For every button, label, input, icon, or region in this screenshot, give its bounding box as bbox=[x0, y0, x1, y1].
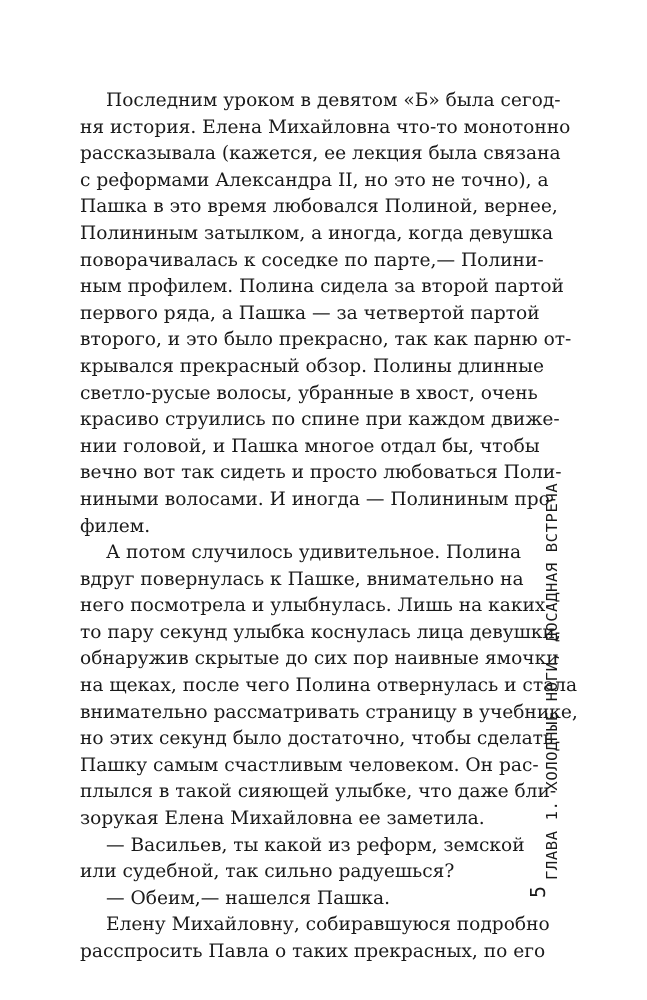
text-line: то пару секунд улыбка коснулась лица девушки, bbox=[80, 621, 561, 643]
running-head-container bbox=[523, 482, 561, 900]
text-line: Последним уроком в девятом «Б» была сегод- bbox=[106, 90, 561, 111]
paragraph bbox=[80, 912, 550, 965]
text-line: зорукая Елена Михайловна ее заметила. bbox=[80, 808, 485, 830]
paragraph bbox=[80, 833, 525, 886]
text-line: плылся в такой сияющей улыбке, что даже бли- bbox=[80, 781, 557, 803]
running-head: ГЛАВА 1. ХОЛОДНЫЕ НОГИ, ДОСАДНАЯ ВСТРЕЧА bbox=[543, 482, 561, 880]
text-line: нии головой, и Пашка многое отдал бы, чтобы bbox=[80, 435, 540, 457]
text-line: второго, и это было прекрасно, так как парню от- bbox=[80, 329, 572, 351]
text-line: филем. bbox=[80, 515, 151, 537]
text-line: первого ряда, а Пашка — за четвертой партой bbox=[80, 302, 540, 324]
text-line: ниными волосами. И иногда — Полининым про- bbox=[80, 488, 557, 510]
text-line: расспросить Павла о таких прекрасных, по его bbox=[80, 941, 546, 962]
text-line: ным профилем. Полина сидела за второй партой bbox=[80, 276, 564, 298]
text-line: — Васильев, ты какой из реформ, земской bbox=[106, 834, 525, 856]
text-line: ня история. Елена Михайловна что-то монотонно bbox=[80, 116, 571, 138]
paragraph bbox=[80, 886, 503, 913]
text-line: Пашку самым счастливым человеком. Он рас- bbox=[80, 754, 539, 776]
text-line: Елену Михайловну, собиравшуюся подробно bbox=[106, 914, 550, 936]
text-line: но этих секунд было достаточно, чтобы сделать bbox=[80, 728, 554, 750]
text-line: светло-русые волосы, убранные в хвост, очень bbox=[80, 382, 538, 404]
text-line: красиво струились по спине при каждом движе- bbox=[80, 409, 560, 431]
text-line: поворачивалась к соседке по парте,— Полини- bbox=[80, 249, 544, 271]
text-line: крывался прекрасный обзор. Полины длинные bbox=[80, 355, 544, 377]
text-line: или судебной, так сильно радуешься? bbox=[80, 861, 455, 883]
text-line: с реформами Александра II, но это не точно), а bbox=[80, 169, 549, 191]
text-line: вдруг повернулась к Пашке, внимательно на bbox=[80, 568, 524, 590]
text-line: него посмотрела и улыбнулась. Лишь на каких- bbox=[80, 595, 552, 617]
text-line: Полининым затылком, а иногда, когда девушка bbox=[80, 222, 554, 244]
page-number-container bbox=[523, 880, 553, 906]
text-line: — Обеим,— нашелся Пашка. bbox=[106, 887, 391, 909]
text-line: внимательно рассматривать страницу в учебнике, bbox=[80, 701, 578, 723]
text-line: вечно вот так сидеть и просто любоваться Поли- bbox=[80, 462, 562, 484]
text-line: А потом случилось удивительное. Полина bbox=[106, 542, 522, 564]
page-number: 5 bbox=[526, 885, 550, 899]
text-line: на щеках, после чего Полина отвернулась и стала bbox=[80, 675, 578, 697]
text-line: Пашка в это время любовался Полиной, вернее, bbox=[80, 196, 558, 218]
paragraph bbox=[80, 88, 572, 540]
text-line: обнаружив скрытые до сих пор наивные ямочки bbox=[80, 648, 559, 670]
text-line: рассказывала (кажется, ее лекция была связана bbox=[80, 143, 561, 165]
